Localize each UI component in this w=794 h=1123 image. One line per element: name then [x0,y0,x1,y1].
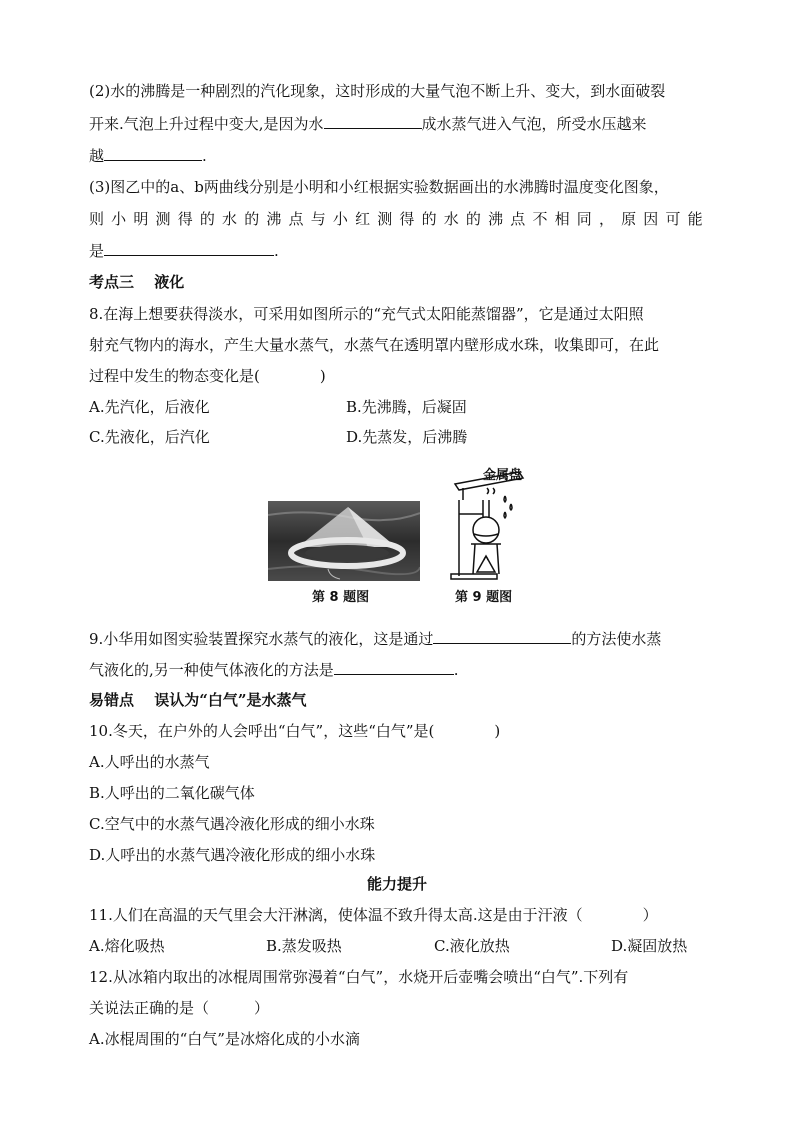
q11-stem: 11.人们在高温的天气里会大汗淋漓，使体温不致升得太高.这是由于汗液（ ） [89,906,658,924]
answer-blank-q7-1[interactable] [324,113,422,129]
figure-9-label-metal-plate: 金属盘 [483,468,523,483]
spread-char: 的 [244,210,260,228]
figure-8-caption: 第 8 题图 [312,590,370,605]
spread-char: 得 [399,210,415,228]
q8-line1: 8.在海上想要获得淡水，可采用如图所示的“充气式太阳能蒸馏器”，它是通过太阳照 [89,305,644,323]
q10-option-c[interactable]: C.空气中的水蒸气遇冷液化形成的细小水珠 [89,815,375,833]
q9-line1-a: 9.小华用如图实验装置探究水蒸气的液化，这是通过 [89,630,434,648]
q10-option-a[interactable]: A.人呼出的水蒸气 [89,753,210,771]
q7-part2-line2-b: 成水蒸气进入气泡，所受水压越来 [421,115,647,133]
spread-char: 得 [177,210,193,228]
q11-option-d[interactable]: D.凝固放热 [611,937,688,955]
q11-option-a[interactable]: A.熔化吸热 [89,937,165,955]
q10-option-d[interactable]: D.人呼出的水蒸气遇冷液化形成的细小水珠 [89,846,376,864]
q7-part2-line1: (2)水的沸腾是一种剧烈的汽化现象，这时形成的大量气泡不断上升、变大，到水面破裂 [89,82,666,100]
q10-option-b[interactable]: B.人呼出的二氧化碳气体 [89,784,255,802]
spread-char: 红 [355,210,371,228]
spread-char: 沸 [488,210,504,228]
spread-char: 测 [377,210,393,228]
q7-part2-line2 [89,113,647,134]
answer-blank-q7-2[interactable] [104,145,202,161]
q9-line1-b: 的方法使水蒸 [571,630,662,648]
q11-option-b[interactable]: B.蒸发吸热 [266,937,342,955]
spread-char: 因 [643,210,659,228]
spread-char: 小 [332,210,348,228]
q9-line2 [89,659,459,680]
spread-char: 小 [111,210,127,228]
spread-char: 同 [576,210,592,228]
spread-char: 相 [554,210,570,228]
spread-char: 不 [532,210,548,228]
spread-char: 与 [310,210,326,228]
q7-part3-line1: (3)图乙中的a、b两曲线分别是小明和小红根据实验数据画出的水沸腾时温度变化图象， [89,178,669,196]
q12-line2: 关说法正确的是（ ） [89,999,270,1017]
spread-char: 水 [222,210,238,228]
q9-line1 [89,628,661,649]
q7-part3-line3 [89,240,279,261]
spread-char: 的 [421,210,437,228]
spread-char: 测 [155,210,171,228]
q8-option-d[interactable]: D.先蒸发，后沸腾 [346,428,468,446]
spread-char: 则 [89,210,105,228]
spread-char: 点 [288,210,304,228]
q11-option-c[interactable]: C.液化放热 [434,937,510,955]
q7-part2-line3-b: . [202,147,207,165]
q8-line3: 过程中发生的物态变化是( ) [89,367,326,385]
q7-part3-line3-b: . [274,242,279,260]
spread-char: 的 [465,210,481,228]
q12-line1: 12.从冰箱内取出的冰棍周围常弥漫着“白气”，水烧开后壶嘴会喷出“白气”.下列有 [89,968,629,986]
spread-char: 原 [621,210,637,228]
answer-blank-q7-3[interactable] [104,240,274,256]
q8-option-b[interactable]: B.先沸腾，后凝固 [346,398,467,416]
q7-part3-line3-a: 是 [89,242,105,260]
figure-9-caption: 第 9 题图 [455,590,513,605]
q7-part2-line3-a: 越 [89,147,105,165]
q8-option-c[interactable]: C.先液化，后汽化 [89,428,210,446]
q9-line2-a: 气液化的,另一种使气体液化的方法是 [89,661,334,679]
answer-blank-q9-2[interactable] [334,659,454,675]
spread-char: ， [598,210,614,228]
q9-line2-b: . [453,661,459,679]
q7-part3-line2 [89,209,703,229]
spread-char: 可 [665,210,681,228]
spread-char: 的 [199,210,215,228]
spread-char: 明 [133,210,149,228]
spread-char: 能 [687,210,703,228]
q8-option-a[interactable]: A.先汽化，后液化 [89,398,210,416]
spread-char: 沸 [266,210,282,228]
q12-option-a[interactable]: A.冰棍周围的“白气”是冰熔化成的小水滴 [89,1030,360,1048]
q7-part2-line2-a: 开来.气泡上升过程中变大,是因为水 [89,115,324,133]
q10-stem: 10.冬天，在户外的人会呼出“白气”，这些“白气”是( ) [89,722,501,740]
pitfall-heading: 易错点 误认为“白气”是水蒸气 [89,691,307,709]
spread-char: 水 [443,210,459,228]
section-heading-liquefaction: 考点三 液化 [89,273,185,291]
spread-char: 点 [510,210,526,228]
ability-heading: 能力提升 [366,875,427,893]
answer-blank-q9-1[interactable] [433,628,571,644]
q8-line2: 射充气物内的海水，产生大量水蒸气，水蒸气在透明罩内壁形成水珠，收集即可，在此 [89,336,660,354]
q7-part2-line3 [89,145,207,166]
figure-8-solar-still-photo [268,501,420,581]
